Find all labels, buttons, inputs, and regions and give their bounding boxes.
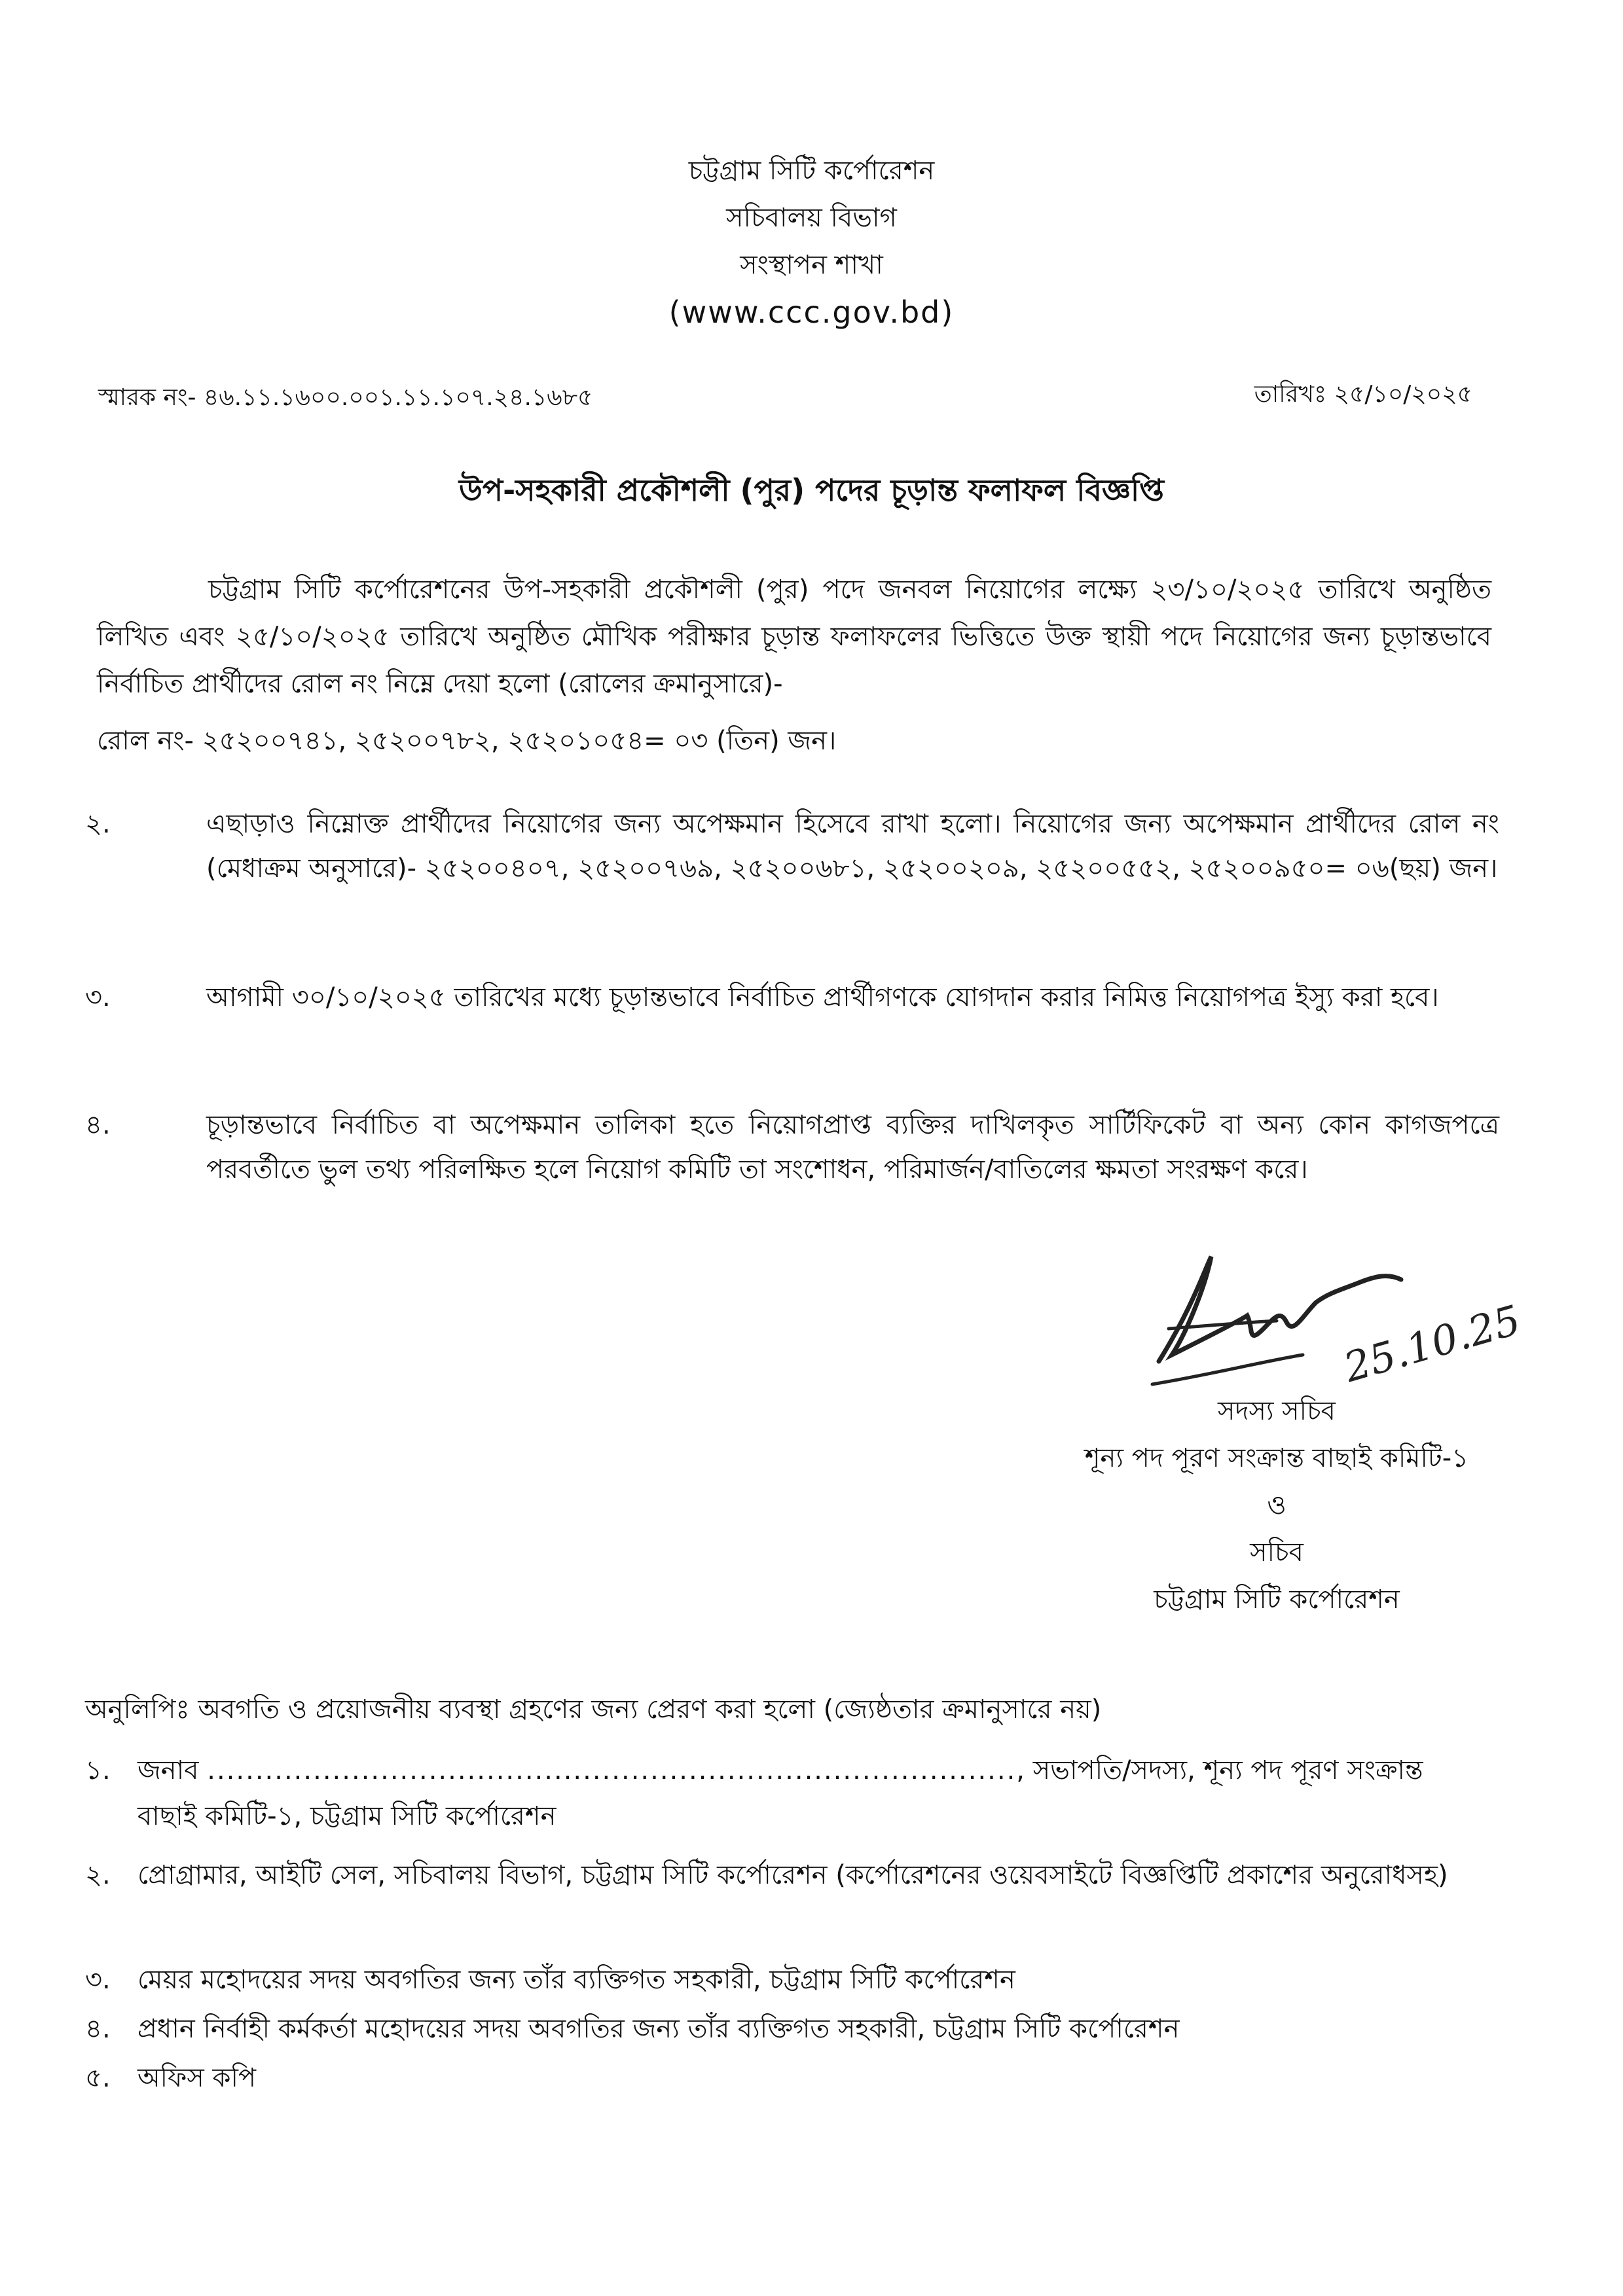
cc-item xyxy=(85,2055,1486,2101)
numbered-item xyxy=(85,1103,1499,1192)
cc-text: প্রধান নির্বাহী কর্মকর্তা মহোদয়ের সদয় অবগতির জন্য তাঁর ব্যক্তিগত সহকারী, চট্টগ্রাম সিটি কর্পোরেশন xyxy=(137,2014,1180,2044)
signatory-position: সচিব xyxy=(1250,1537,1304,1568)
handwritten-signature xyxy=(1133,1230,1539,1401)
cc-text xyxy=(137,1748,1486,1839)
cc-item xyxy=(85,1748,1486,1839)
document-title: উপ-সহকারী প্রকৌশলী (পুর) পদের চূড়ান্ত ফলাফল বিজ্ঞপ্তি xyxy=(459,473,1164,508)
org-name: চট্টগ্রাম সিটি কর্পোরেশন xyxy=(688,156,935,186)
cc-text: মেয়র মহোদয়ের সদয় অবগতির জন্য তাঁর ব্যক্তিগত সহকারী, চট্টগ্রাম সিটি কর্পোরেশন xyxy=(137,1965,1015,1995)
item-number: ৩. xyxy=(85,982,111,1013)
item-text: এছাড়াও নিম্নোক্ত প্রার্থীদের নিয়োগের জন্য অপেক্ষমান হিসেবে রাখা হলো। নিয়োগের জন্য অপেক্ষমান প্রার্থীদের রোল নং (মেধাক্রম অনুসারে)- ২৫২০০৪০৭, ২৫২০০৭৬৯, ২৫২০০৬৮১, ২৫২০০২০৯, ২৫২০০৫৫২, ২৫২০০৯৫০= ০৬(ছয়) জন। xyxy=(206,809,1499,884)
signatory-org: চট্টগ্রাম সিটি কর্পোরেশন xyxy=(1154,1585,1400,1615)
cc-number: ৩. xyxy=(85,1965,111,1995)
cc-text: অফিস কপি xyxy=(137,2063,257,2093)
cc-suffix: , সভাপতি/সদস্য, শূন্য পদ পূরণ সংক্রান্ত বাছাই কমিটি-১, চট্টগ্রাম সিটি কর্পোরেশন xyxy=(137,1755,1423,1831)
cc-prefix: জনাব xyxy=(137,1755,199,1785)
item-text: আগামী ৩০/১০/২০২৫ তারিখের মধ্যে চূড়ান্তভাবে নির্বাচিত প্রার্থীগণকে যোগদান করার নিমিত্ত নিয়োগপত্র ইস্যু করা হবে। xyxy=(206,982,1439,1013)
letterhead xyxy=(0,147,1623,336)
memo-date: তারিখঃ ২৫/১০/২০২৫ xyxy=(1254,381,1472,408)
item-number: ৪. xyxy=(85,1110,111,1140)
signatory-and: ও xyxy=(1267,1490,1286,1520)
signatory-block xyxy=(969,1388,1584,1623)
cc-heading: অনুলিপিঃ অবগতি ও প্রয়োজনীয় ব্যবস্থা গ্রহণের জন্য প্রেরণ করা হলো (জ্যেষ্ঠতার ক্রমানুসারে নয়) xyxy=(85,1695,1102,1725)
item-number: ২. xyxy=(85,809,111,839)
signatory-committee: শূন্য পদ পূরণ সংক্রান্ত বাছাই কমিটি-১ xyxy=(1084,1443,1469,1473)
body-paragraph: চট্টগ্রাম সিটি কর্পোরেশনের উপ-সহকারী প্রকৌশলী (পুর) পদে জনবল নিয়োগের লক্ষ্যে ২৩/১০/২০২৫ তারিখে অনুষ্ঠিত লিখিত এবং ২৫/১০/২০২৫ তারিখে অনুষ্ঠিত মৌখিক পরীক্ষার চূড়ান্ত ফলাফলের ভিত্তিতে উক্ত স্থায়ী পদে নিয়োগের জন্য চূড়ান্তভাবে নির্বাচিত প্রার্থীদের রোল নং নিম্নে দেয়া হলো (রোলের ক্রমানুসারে)- xyxy=(97,575,1491,699)
item-text: চূড়ান্তভাবে নির্বাচিত বা অপেক্ষমান তালিকা হতে নিয়োগপ্রাপ্ত ব্যক্তির দাখিলকৃত সার্টিফিকেট বা অন্য কোন কাগজপত্রে পরবর্তীতে ভুল তথ্য পরিলক্ষিত হলে নিয়োগ কমিটি তা সংশোধন, পরিমার্জন/বাতিলের ক্ষমতা সংরক্ষণ করে। xyxy=(206,1110,1499,1185)
numbered-item xyxy=(85,975,1499,1020)
numbered-item xyxy=(85,802,1499,891)
section-name: সংস্থাপন শাখা xyxy=(740,250,883,280)
cc-item xyxy=(85,2006,1486,2052)
cc-item xyxy=(85,1852,1486,1898)
cc-item xyxy=(85,1957,1486,2003)
department-name: সচিবালয় বিভাগ xyxy=(726,203,897,233)
cc-number: ৪. xyxy=(85,2014,111,2044)
selected-rolls: রোল নং- ২৫২০০৭৪১, ২৫২০০৭৮২, ২৫২০১০৫৪= ০৩ (তিন) জন। xyxy=(97,726,837,756)
signature-date: 25.10.25 xyxy=(1338,1295,1526,1392)
website: (www.ccc.gov.bd) xyxy=(668,295,955,330)
signatory-title: সদস্য সচিব xyxy=(1218,1396,1336,1426)
cc-number: ৫. xyxy=(85,2063,111,2093)
memo-ref: স্মারক নং- ৪৬.১১.১৬০০.০০১.১১.১০৭.২৪.১৬৮৫ xyxy=(98,384,593,411)
cc-number: ২. xyxy=(85,1860,111,1890)
cc-blank-dots: .................................................................................... xyxy=(207,1755,1017,1785)
cc-text: প্রোগ্রামার, আইটি সেল, সচিবালয় বিভাগ, চট্টগ্রাম সিটি কর্পোরেশন (কর্পোরেশনের ওয়েবসাইটে বিজ্ঞপ্তিটি প্রকাশের অনুরোধসহ) xyxy=(137,1860,1448,1890)
cc-number: ১. xyxy=(85,1755,111,1785)
